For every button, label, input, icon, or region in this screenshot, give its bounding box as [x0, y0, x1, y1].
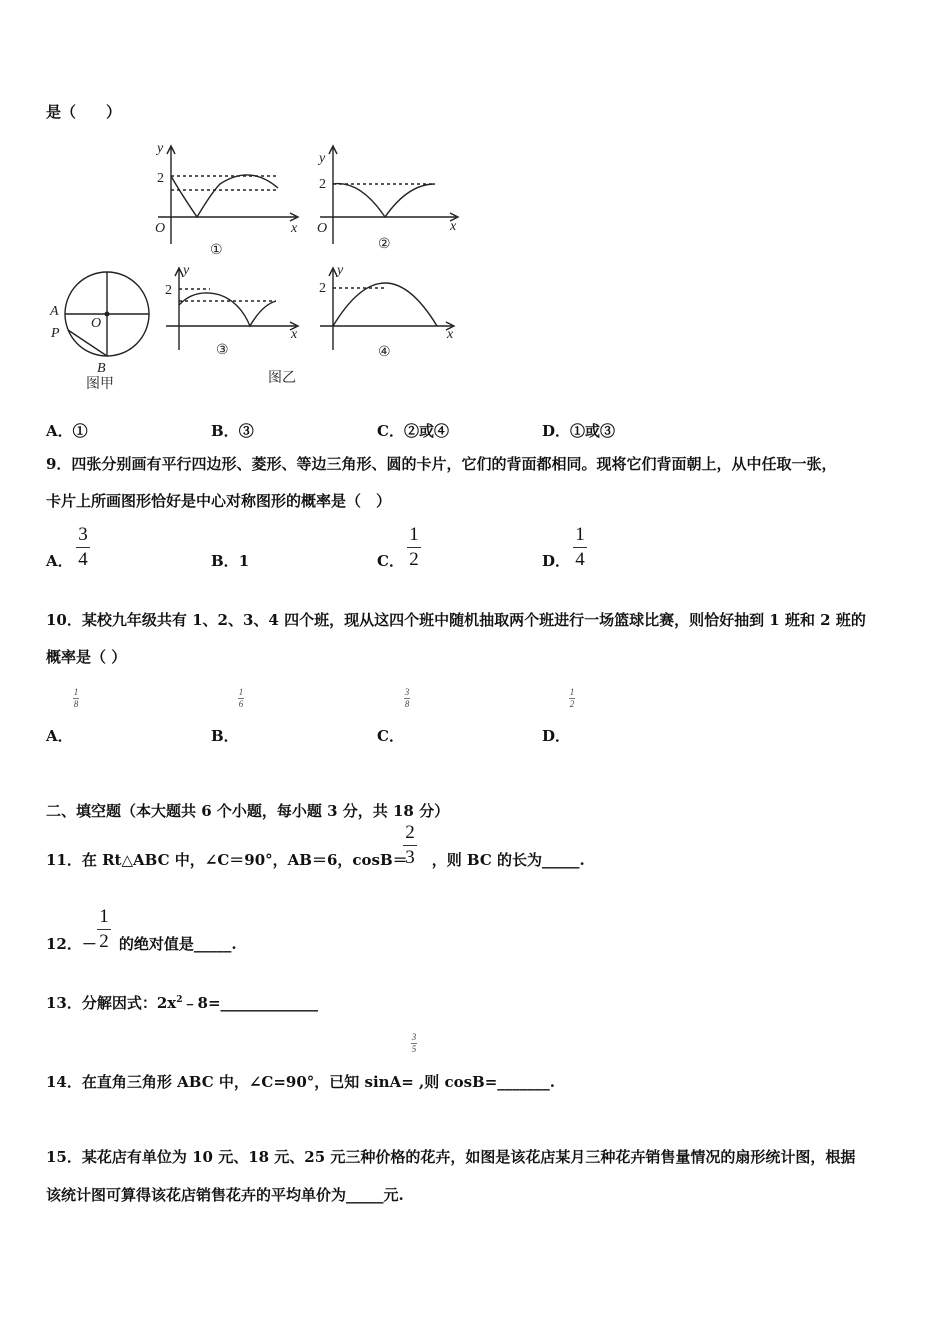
q15-line2: 该统计图可算得该花店销售花卉的平均单价为_____元.: [46, 1186, 404, 1204]
q11: 11．在 Rt△ABC 中，∠C＝90°，AB＝6，cosB＝ ，则 BC 的长为_____.: [46, 851, 585, 869]
svg-text:O: O: [155, 221, 166, 236]
q10-option-b-fraction: 1 6: [238, 687, 244, 709]
q9-option-b: B．1: [211, 552, 250, 570]
q14: 14．在直角三角形 ABC 中，∠C=90°，已知 sinA= ,则 cosB=_______.: [46, 1073, 555, 1091]
svg-text:图甲: 图甲: [86, 377, 114, 392]
q14-fraction: 3 5: [411, 1032, 417, 1054]
q9-option-c-letter: C．: [377, 552, 404, 570]
svg-text:y: y: [319, 151, 326, 166]
svg-text:O: O: [91, 316, 102, 331]
q9-option-d-letter: D．: [542, 552, 571, 570]
svg-text:y: y: [157, 141, 164, 156]
svg-text:2: 2: [157, 171, 164, 186]
q10-line2: 概率是（ ）: [46, 648, 127, 666]
svg-text:x: x: [450, 219, 457, 234]
q10-option-b-letter: B．: [211, 727, 239, 745]
q8-option-a: A．①: [46, 422, 88, 440]
q15-line1: 15．某花店有单位为 10 元、18 元、25 元三种价格的花卉，如图是该花店某月三种花卉销售量情况的扇形统计图，根据: [46, 1148, 856, 1166]
graph-1: [158, 146, 298, 244]
svg-text:③: ③: [216, 343, 229, 358]
q9-line2: 卡片上所画图形恰好是中心对称图形的概率是（ ）: [46, 492, 392, 510]
graph-3: [166, 268, 298, 350]
svg-text:2: 2: [319, 281, 326, 296]
q12: 12．－ 的绝对值是_____.: [46, 935, 237, 953]
circle-figure: [65, 272, 149, 356]
section-2-heading: 二、填空题（本大题共 6 个小题，每小题 3 分，共 18 分）: [46, 802, 450, 820]
svg-text:y: y: [337, 263, 344, 278]
q9-option-a-fraction: 3 4: [76, 525, 90, 570]
q8-option-b: B．③: [211, 422, 254, 440]
q12-fraction: 1 2: [97, 907, 111, 952]
svg-text:①: ①: [210, 243, 223, 258]
q9-option-c-fraction: 1 2: [407, 525, 421, 570]
svg-text:2: 2: [319, 177, 326, 192]
q9-option-d-fraction: 1 4: [573, 525, 587, 570]
q10-line1: 10．某校九年级共有 1、2、3、4 四个班，现从这四个班中随机抽取两个班进行一场篮球比赛，则恰好抽到 1 班和 2 班的: [46, 611, 866, 629]
q10-option-d-letter: D．: [542, 727, 571, 745]
graph-4: [320, 268, 454, 350]
svg-text:y: y: [183, 263, 190, 278]
svg-text:④: ④: [378, 345, 391, 360]
svg-text:P: P: [51, 326, 60, 341]
q9-option-a-letter: A．: [46, 552, 73, 570]
q8-option-c: C．②或④: [377, 422, 449, 440]
svg-text:A: A: [50, 304, 59, 319]
q8-tail: 是（ ）: [46, 103, 122, 121]
q10-option-a-fraction: 1 8: [73, 687, 79, 709]
q10-option-d-fraction: 1 2: [569, 687, 575, 709]
q10-option-c-letter: C．: [377, 727, 404, 745]
q11-fraction: 2 3: [403, 823, 417, 868]
q8-figure: [40, 140, 465, 398]
graph-2: [320, 146, 458, 244]
q8-option-d: D．①或③: [542, 422, 616, 440]
svg-text:x: x: [447, 327, 454, 342]
q9-line1: 9．四张分别画有平行四边形、菱形、等边三角形、圆的卡片，它们的背面都相同。现将它们背面朝上，从中任取一张，: [46, 455, 837, 473]
q13: 13．分解因式：$2x^2﹣8=\_\_\_\_\_\_\_\_\_\_\_\_\_$: [46, 994, 319, 1012]
svg-text:②: ②: [378, 237, 391, 252]
q10-option-c-fraction: 3 8: [404, 687, 410, 709]
svg-text:B: B: [97, 361, 106, 376]
svg-text:O: O: [317, 221, 328, 236]
q10-option-a-letter: A．: [46, 727, 73, 745]
svg-text:x: x: [291, 221, 298, 236]
svg-text:x: x: [291, 327, 298, 342]
svg-text:图乙: 图乙: [268, 371, 296, 386]
svg-text:2: 2: [165, 283, 172, 298]
